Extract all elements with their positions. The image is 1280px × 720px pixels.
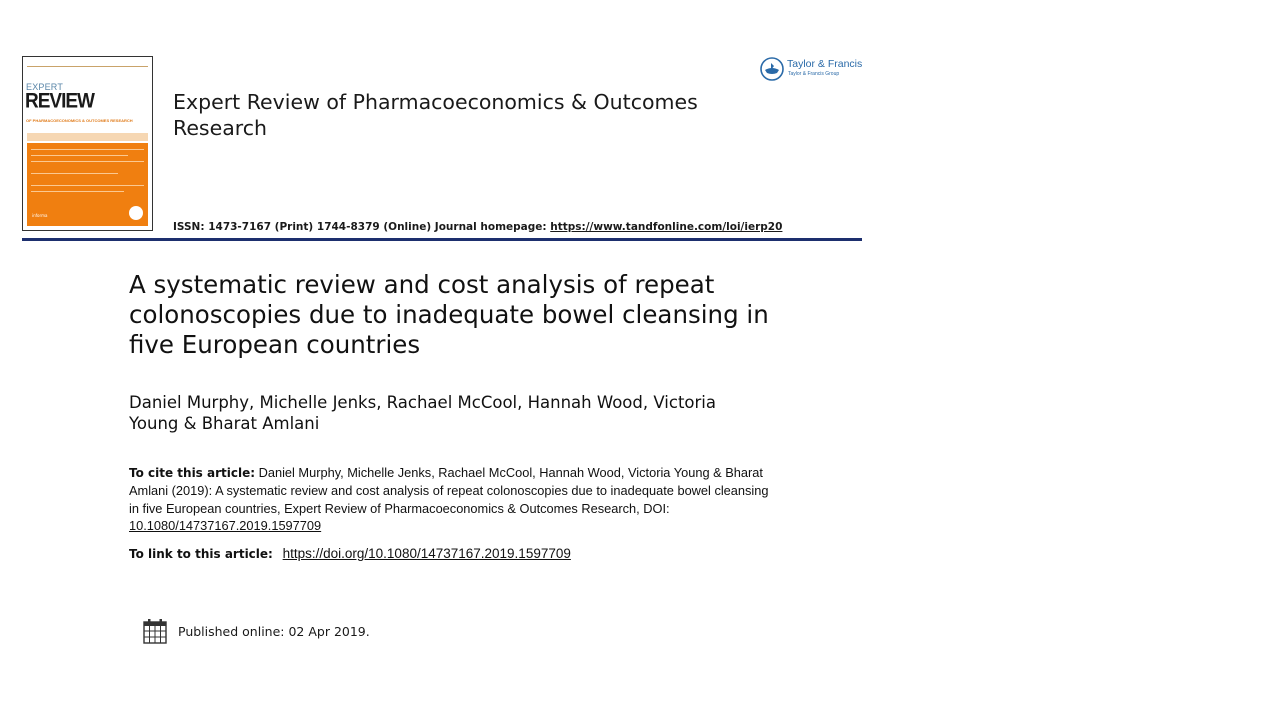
cite-text: Daniel Murphy, Michelle Jenks, Rachael McCool, Hannah Wood, Victoria Young & Bharat Amlani (2019): A systematic review and cost analysis of repeat colonoscopies due to inadequate bowel cleansing in five European countries, Expert Review of Pharmacoeconomics & Outcomes Research, DOI:	[129, 465, 769, 516]
link-label: To link to this article:	[129, 547, 273, 561]
calendar-icon	[143, 618, 167, 644]
journal-homepage-link[interactable]: https://www.tandfonline.com/loi/ierp20	[550, 221, 783, 233]
citation-block	[129, 464, 769, 535]
article-link-line	[129, 546, 571, 561]
article-title: A systematic review and cost analysis of repeat colonoscopies due to inadequate bowel cleansing in five European countries	[129, 270, 769, 359]
cover-subtitle: OF PHARMACOECONOMICS & OUTCOMES RESEARCH	[26, 118, 133, 123]
cover-brand: informa	[32, 213, 48, 218]
cover-expert-text: EXPERT	[26, 82, 64, 92]
cite-label: To cite this article:	[129, 466, 256, 480]
cover-orange-panel	[27, 143, 148, 226]
taylor-francis-logo-icon	[760, 57, 784, 81]
doi-link[interactable]: 10.1080/14737167.2019.1597709	[129, 518, 322, 534]
cover-top-line	[27, 63, 148, 67]
publisher-name: Taylor & Francis	[787, 58, 863, 70]
publisher-group: Taylor & Francis Group	[788, 71, 840, 77]
cover-band	[27, 133, 148, 141]
cover-review-text: REVIEW	[25, 90, 94, 114]
issn-text: ISSN: 1473-7167 (Print) 1744-8379 (Online) Journal homepage:	[173, 221, 551, 233]
journal-title: Expert Review of Pharmacoeconomics & Outcomes Research	[173, 90, 698, 140]
header-divider	[22, 238, 862, 241]
article-authors: Daniel Murphy, Michelle Jenks, Rachael McCool, Hannah Wood, Victoria Young & Bharat Amlani	[129, 393, 716, 433]
published-date: Published online: 02 Apr 2019.	[178, 624, 370, 639]
journal-cover-image	[22, 56, 153, 231]
article-url-link[interactable]: https://doi.org/10.1080/14737167.2019.1597709	[282, 546, 571, 561]
cover-circle	[129, 206, 143, 220]
issn-line	[173, 221, 782, 233]
